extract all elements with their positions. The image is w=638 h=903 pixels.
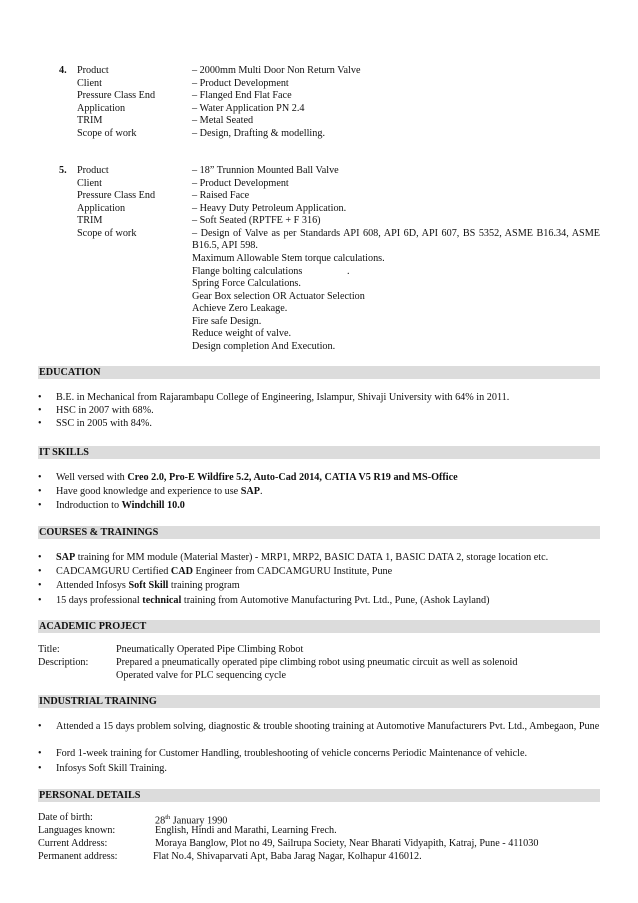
project-label: Pressure Class End (77, 190, 156, 201)
bullet-icon: • (38, 500, 42, 511)
project-label: Product (77, 65, 109, 76)
scope-item: Spring Force Calculations. (192, 278, 301, 289)
bullet-icon: • (38, 405, 42, 416)
permanent-address-label: Permanent address: (38, 851, 118, 862)
bullet-icon: • (38, 595, 42, 606)
project-label: Scope of work (77, 127, 137, 139)
description-value: Prepared a pneumatically operated pipe climbing robot using pneumatic circuit as well as solenoid (116, 657, 518, 668)
bullet-icon: • (38, 580, 42, 591)
project-number: 4. (59, 65, 67, 76)
academic-project-heading: ACADEMIC PROJECT (38, 620, 600, 633)
bullet-icon: • (38, 721, 42, 732)
scope-item: Design completion And Execution. (192, 340, 336, 352)
project-label: Application (77, 202, 126, 214)
scope-item: Maximum Allowable Stem torque calculations. (192, 253, 385, 264)
scope-item: Fire safe Design. (192, 315, 262, 327)
project-value: – Design, Drafting & modelling. (192, 127, 325, 139)
bullet-icon: • (38, 486, 42, 497)
permanent-address-value: Flat No.4, Shivaparvati Apt, Baba Jarag Nagar, Kolhapur 416012. (153, 851, 422, 862)
bullet-icon: • (38, 552, 42, 563)
training-item: Ford 1-week training for Customer Handling, troubleshooting of vehicle concerns Periodic Maintenance of vehicle. (56, 748, 528, 759)
project-value: – 18” Trunnion Mounted Ball Valve (192, 165, 339, 176)
description-value: Operated valve for PLC sequencing cycle (116, 670, 287, 681)
training-item: Infosys Soft Skill Training. (56, 763, 167, 774)
description-label: Description: (38, 657, 89, 668)
project-value: – Product Development (192, 177, 289, 189)
project-label: Application (77, 102, 126, 114)
it-skill-item: Indroduction to Windchill 10.0 (56, 500, 185, 511)
courses-heading: COURSES & TRAININGS (38, 526, 600, 539)
stray-dot: . (347, 265, 350, 277)
bullet-icon: • (38, 392, 42, 403)
bullet-icon: • (38, 472, 42, 483)
title-value: Pneumatically Operated Pipe Climbing Robot (116, 644, 304, 655)
bullet-icon: • (38, 566, 42, 577)
scope-item: Gear Box selection OR Actuator Selection (192, 290, 365, 302)
personal-details-heading: PERSONAL DETAILS (38, 789, 600, 802)
it-skill-item: Well versed with Creo 2.0, Pro-E Wildfire 5.2, Auto-Cad 2014, CATIA V5 R19 and MS-Office (56, 472, 458, 483)
languages-value: English, Hindi and Marathi, Learning Frech. (155, 825, 337, 836)
project-label: Pressure Class End (77, 90, 156, 101)
project-value: – Raised Face (192, 190, 250, 201)
education-item: B.E. in Mechanical from Rajarambapu College of Engineering, Islampur, Shivaji University with 64% in 2011. (56, 392, 510, 403)
it-skill-item: Have good knowledge and experience to use SAP. (56, 486, 263, 497)
project-value: – Soft Seated (RPTFE + F 316) (192, 215, 321, 226)
project-label: TRIM (77, 215, 103, 226)
project-label: Client (77, 177, 102, 189)
project-label: Client (77, 77, 102, 89)
project-value: – Flanged End Flat Face (192, 90, 292, 101)
project-value: – Metal Seated (192, 115, 254, 126)
course-item: SAP training for MM module (Material Master) - MRP1, MRP2, BASIC DATA 1, BASIC DATA 2, storage location etc. (56, 552, 549, 563)
course-item: 15 days professional technical training from Automotive Manufacturing Pvt. Ltd., Pune, (Ashok Layland) (56, 595, 490, 606)
project-value: – Product Development (192, 77, 289, 89)
scope-item: Flange bolting calculations (192, 265, 303, 277)
current-address-label: Current Address: (38, 838, 108, 849)
scope-item: Reduce weight of valve. (192, 328, 292, 339)
current-address-value: Moraya Banglow, Plot no 49, Sailrupa Society, Near Bharati Vidyapith, Katraj, Pune - 411030 (155, 838, 539, 849)
bullet-icon: • (38, 418, 42, 429)
course-item: CADCAMGURU Certified CAD Engineer from CADCAMGURU Institute, Pune (56, 566, 393, 577)
title-label: Title: (38, 644, 60, 655)
project-label: Product (77, 165, 109, 176)
education-item: SSC in 2005 with 84%. (56, 418, 152, 429)
scope-item: Achieve Zero Leakage. (192, 303, 288, 314)
project-value: – Heavy Duty Petroleum Application. (192, 202, 347, 214)
languages-label: Languages known: (38, 825, 116, 836)
training-item: Attended a 15 days problem solving, diagnostic & trouble shooting training at Automotive Manufacturers Pvt. Ltd., Ambegaon, Pune (56, 721, 600, 732)
project-value: – Water Application PN 2.4 (192, 102, 305, 114)
project-value: – 2000mm Multi Door Non Return Valve (192, 65, 361, 76)
project-number: 5. (59, 165, 67, 176)
education-item: HSC in 2007 with 68%. (56, 405, 154, 416)
bullet-icon: • (38, 763, 42, 774)
project-value: – Design of Valve as per Standards API 608, API 6D, API 607, BS 5352, ASME B16.34, ASME B16.5, API 598. (192, 227, 600, 252)
project-label: Scope of work (77, 227, 137, 239)
it-skills-heading: IT SKILLS (38, 446, 600, 459)
dob-label: Date of birth: (38, 812, 93, 823)
course-item: Attended Infosys Soft Skill training program (56, 580, 240, 591)
project-label: TRIM (77, 115, 103, 126)
bullet-icon: • (38, 748, 42, 759)
dob-value: 28th January 1990 (155, 814, 228, 827)
education-heading: EDUCATION (38, 366, 600, 379)
industrial-training-heading: INDUSTRIAL TRAINING (38, 695, 600, 708)
